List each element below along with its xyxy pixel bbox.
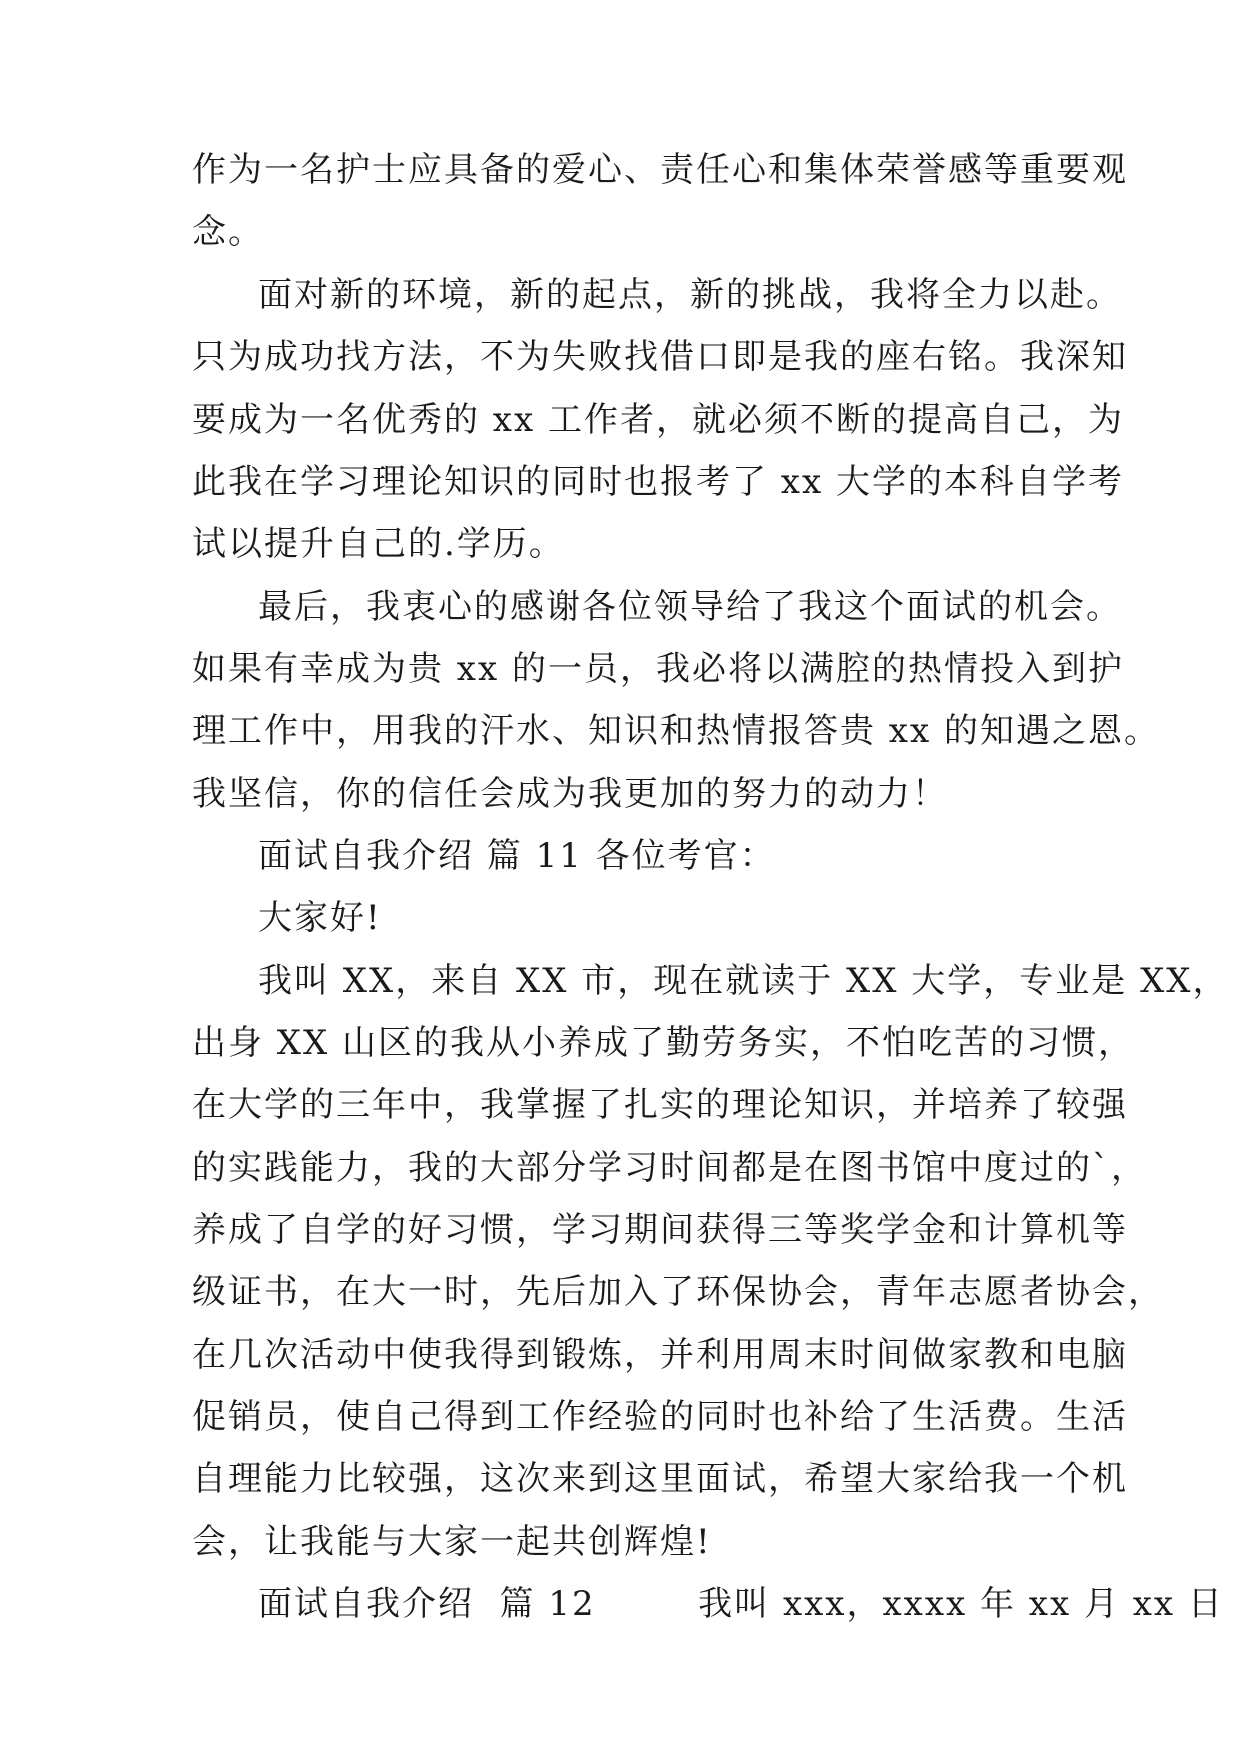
text-line: 理工作中，用我的汗水、知识和热情报答贵 xx 的知遇之恩。 xyxy=(192,711,1160,751)
text-line: 此我在学习理论知识的同时也报考了 xx 大学的本科自学考 xyxy=(192,462,1124,502)
text-line: 促销员，使自己得到工作经验的同时也补给了生活费。生活 xyxy=(192,1397,1128,1437)
text-line: 会，让我能与大家一起共创辉煌! xyxy=(192,1522,712,1562)
text-line: 在几次活动中使我得到锻炼，并利用周末时间做家教和电脑 xyxy=(192,1335,1128,1375)
text-line: 作为一名护士应具备的爱心、责任心和集体荣誉感等重要观 xyxy=(192,150,1128,190)
text-line: 级证书，在大一时，先后加入了环保协会，青年志愿者协会， xyxy=(192,1272,1164,1312)
text-line: 在大学的三年中，我掌握了扎实的理论知识，并培养了较强 xyxy=(192,1085,1128,1125)
text-line: 要成为一名优秀的 xx 工作者，就必须不断的提高自己，为 xyxy=(192,400,1124,440)
section-heading: 面试自我介绍 篇 11 各位考官： xyxy=(258,836,776,876)
text-line: 念。 xyxy=(192,212,264,252)
text-line: 出身 XX 山区的我从小养成了勤劳务实，不怕吃苦的习惯， xyxy=(192,1023,1135,1063)
text-line: 如果有幸成为贵 xx 的一员，我必将以满腔的热情投入到护 xyxy=(192,649,1124,689)
text-line: 的实践能力，我的大部分学习时间都是在图书馆中度过的`， xyxy=(192,1148,1147,1188)
text-line: 我坚信，你的信任会成为我更加的努力的动力！ xyxy=(192,774,948,814)
text-line: 养成了自学的好习惯，学习期间获得三等奖学金和计算机等 xyxy=(192,1210,1128,1250)
text-line: 试以提升自己的.学历。 xyxy=(192,524,565,564)
paragraph-start: 我叫 XX，来自 XX 市，现在就读于 XX 大学，专业是 XX， xyxy=(258,961,1229,1001)
text-line: 自理能力比较强，这次来到这里面试，希望大家给我一个机 xyxy=(192,1459,1128,1499)
paragraph-start: 最后，我衷心的感谢各位领导给了我这个面试的机会。 xyxy=(258,587,1122,627)
section-heading: 面试自我介绍 篇 12 我叫 xxx，xxxx 年 xx 月 xx 日 xyxy=(258,1584,1224,1624)
paragraph-start: 面对新的环境，新的起点，新的挑战，我将全力以赴。 xyxy=(258,275,1122,315)
text-line: 只为成功找方法，不为失败找借口即是我的座右铭。我深知 xyxy=(192,337,1128,377)
greeting: 大家好! xyxy=(258,898,382,938)
